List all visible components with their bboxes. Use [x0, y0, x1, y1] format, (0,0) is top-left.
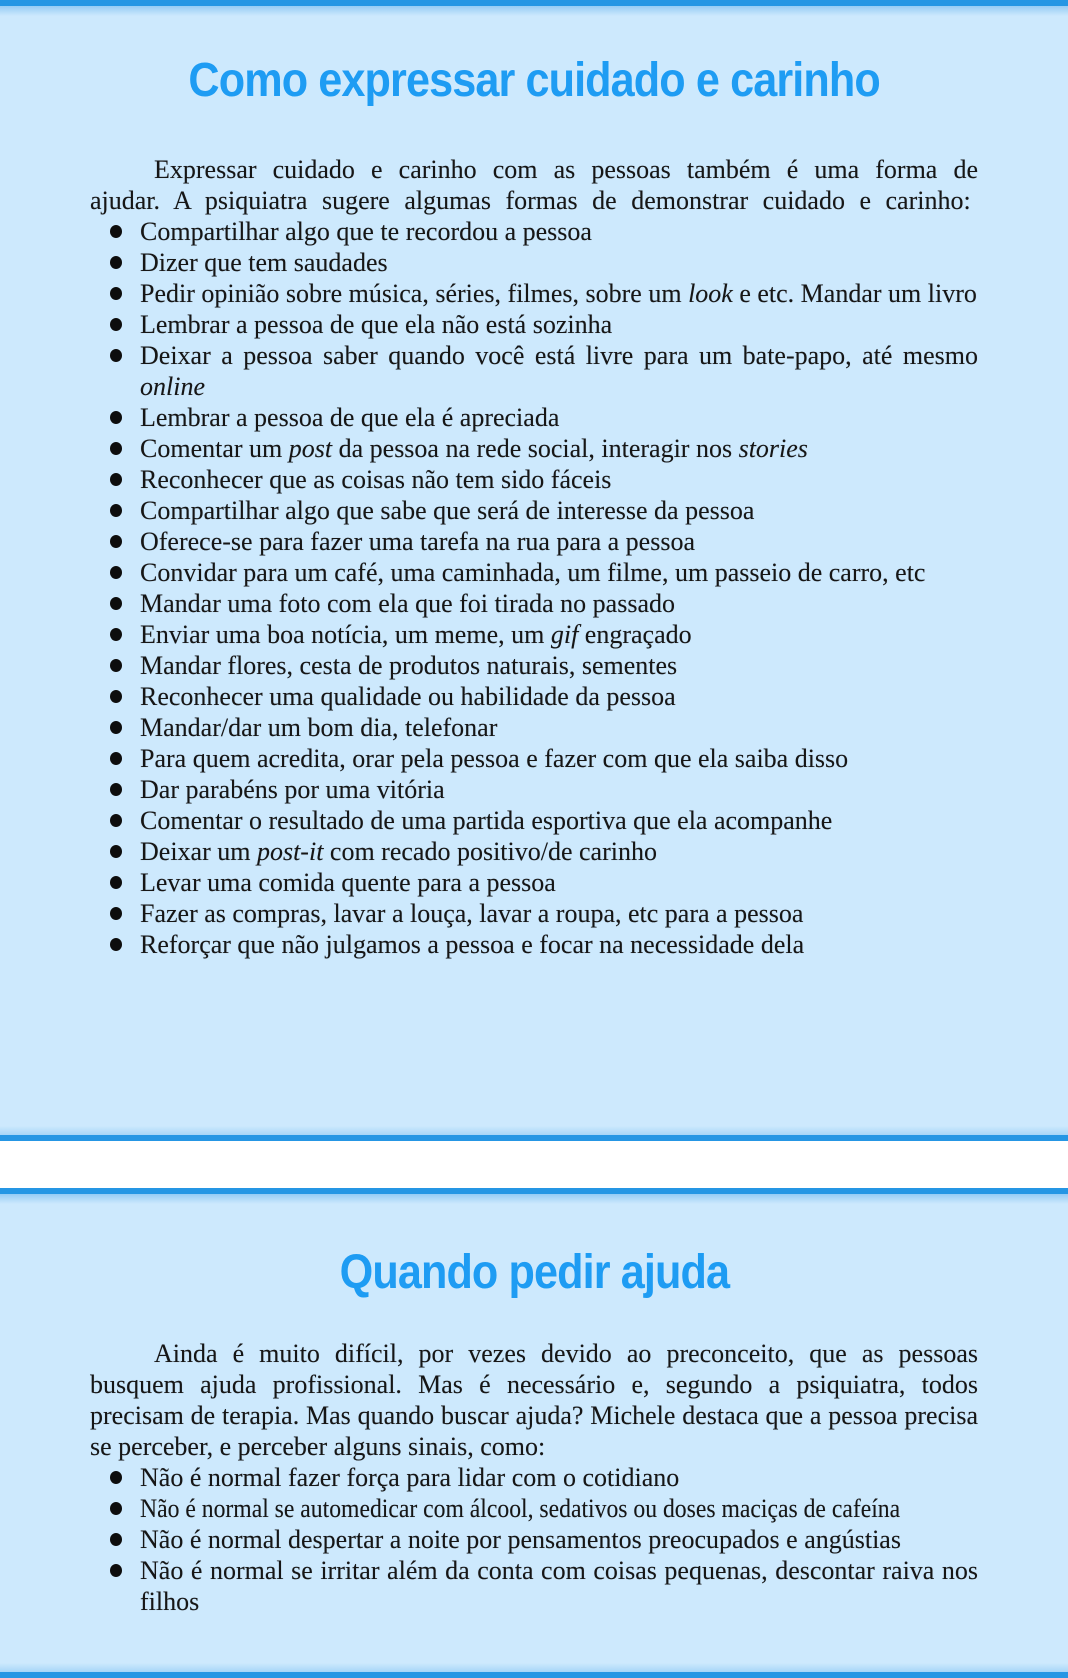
bullet-icon: [110, 721, 122, 734]
section-help: [0, 1188, 1068, 1678]
bullet-icon: [110, 814, 122, 827]
list-item: [112, 1462, 978, 1493]
list-item: [112, 247, 978, 278]
list-item-text: Mandar flores, cesta de produtos naturais, sementes: [140, 651, 678, 680]
list-item-text: Reconhecer que as coisas não tem sido fáceis: [140, 465, 612, 494]
list-item: [112, 867, 978, 898]
list-item-text: Deixar um post-it com recado positivo/de carinho: [140, 837, 657, 866]
list-item-text: Mandar uma foto com ela que foi tirada no passado: [140, 589, 675, 618]
list-item-text: Fazer as compras, lavar a louça, lavar a roupa, etc para a pessoa: [140, 899, 804, 928]
bullet-icon: [110, 876, 122, 889]
section-help-title-text: Quando pedir ajuda: [339, 1246, 729, 1299]
bullet-icon: [110, 225, 122, 238]
list-item: [112, 1555, 978, 1617]
list-item-text: Mandar/dar um bom dia, telefonar: [140, 713, 498, 742]
care-tips-list: [90, 216, 978, 960]
bullet-icon: [110, 907, 122, 920]
list-item: [112, 340, 978, 402]
list-item: [112, 433, 978, 464]
list-item: [112, 712, 978, 743]
list-item-text: Convidar para um café, uma caminhada, um filme, um passeio de carro, etc: [140, 558, 926, 587]
bullet-icon: [110, 442, 122, 455]
list-item-text: Lembrar a pessoa de que ela é apreciada: [140, 403, 560, 432]
list-item: [112, 278, 978, 309]
list-item-text: Compartilhar algo que sabe que será de interesse da pessoa: [140, 496, 755, 525]
list-item-text: Pedir opinião sobre música, séries, filmes, sobre um look e etc. Mandar um livro: [140, 279, 977, 308]
list-item-text: Lembrar a pessoa de que ela não está sozinha: [140, 310, 613, 339]
bullet-icon: [110, 1471, 122, 1484]
bullet-icon: [110, 1533, 122, 1546]
bullet-icon: [110, 256, 122, 269]
list-item: [112, 619, 978, 650]
list-item-text: Dar parabéns por uma vitória: [140, 775, 445, 804]
list-item-text: Não é normal se automedicar com álcool, sedativos ou doses maciças de cafeína: [140, 1494, 901, 1523]
bullet-icon: [110, 566, 122, 579]
bullet-icon: [110, 690, 122, 703]
bullet-icon: [110, 504, 122, 517]
list-item-text: Levar uma comida quente para a pessoa: [140, 868, 556, 897]
list-item-text: Reconhecer uma qualidade ou habilidade da pessoa: [140, 682, 676, 711]
list-item-text: Comentar um post da pessoa na rede social, interagir nos stories: [140, 434, 808, 463]
list-item-text: Oferece-se para fazer uma tarefa na rua para a pessoa: [140, 527, 696, 556]
list-item-text: Dizer que tem saudades: [140, 248, 388, 277]
list-item: [112, 805, 978, 836]
list-item: [112, 526, 978, 557]
list-item: [112, 774, 978, 805]
list-item-text: Compartilhar algo que te recordou a pessoa: [140, 217, 592, 246]
bullet-icon: [110, 318, 122, 331]
list-item-text: Não é normal se irritar além da conta com coisas pequenas, descontar raiva nos filhos: [140, 1556, 978, 1616]
section-help-title: [90, 1194, 978, 1302]
list-item-text: Não é normal despertar a noite por pensamentos preocupados e angústias: [140, 1525, 901, 1554]
list-item: [112, 836, 978, 867]
section-care-title-text: Como expressar cuidado e carinho: [188, 54, 880, 107]
bullet-icon: [110, 411, 122, 424]
list-item: [112, 402, 978, 433]
list-item-text: Para quem acredita, orar pela pessoa e fazer com que ela saiba disso: [140, 744, 849, 773]
list-item: [112, 1524, 978, 1555]
bullet-icon: [110, 349, 122, 362]
list-item: [112, 309, 978, 340]
list-item-text: Não é normal fazer força para lidar com o cotidiano: [140, 1463, 680, 1492]
list-item-text: Deixar a pessoa saber quando você está livre para um bate-papo, até mesmo online: [140, 341, 978, 401]
bullet-icon: [110, 535, 122, 548]
bullet-icon: [110, 628, 122, 641]
section-divider: [0, 1141, 1068, 1188]
list-item: [112, 216, 978, 247]
list-item: [112, 588, 978, 619]
bullet-icon: [110, 597, 122, 610]
bullet-icon: [110, 845, 122, 858]
bullet-icon: [110, 783, 122, 796]
list-item-text: Enviar uma boa notícia, um meme, um gif engraçado: [140, 620, 692, 649]
list-item-text: Comentar o resultado de uma partida esportiva que ela acompanhe: [140, 806, 833, 835]
bullet-icon: [110, 473, 122, 486]
section-care-title: [90, 6, 978, 110]
bullet-icon: [110, 1564, 122, 1577]
bullet-icon: [110, 938, 122, 951]
list-item: [112, 743, 978, 774]
list-item: [112, 929, 978, 960]
list-item: [112, 898, 978, 929]
section-help-intro: Ainda é muito difícil, por vezes devido ao preconceito, que as pessoas busquem ajuda profissional. Mas é necessário e, segundo a psiquiatra, todos precisam de terapia. Mas quando buscar ajuda? Michele destaca que a pessoa precisa se perceber, e perceber alguns sinais, como:: [90, 1339, 978, 1461]
list-item: [112, 557, 978, 588]
list-item: [112, 681, 978, 712]
list-item: [112, 464, 978, 495]
list-item: [112, 1493, 978, 1524]
bullet-icon: [110, 752, 122, 765]
help-signs-list: [90, 1462, 978, 1617]
section-care-intro: Expressar cuidado e carinho com as pessoas também é uma forma de ajudar. A psiquiatra sugere algumas formas de demonstrar cuidado e carinho:: [90, 155, 978, 215]
bullet-icon: [110, 659, 122, 672]
list-item: [112, 650, 978, 681]
bullet-icon: [110, 287, 122, 300]
bullet-icon: [110, 1502, 122, 1515]
list-item-text: Reforçar que não julgamos a pessoa e focar na necessidade dela: [140, 930, 805, 959]
list-item: [112, 495, 978, 526]
